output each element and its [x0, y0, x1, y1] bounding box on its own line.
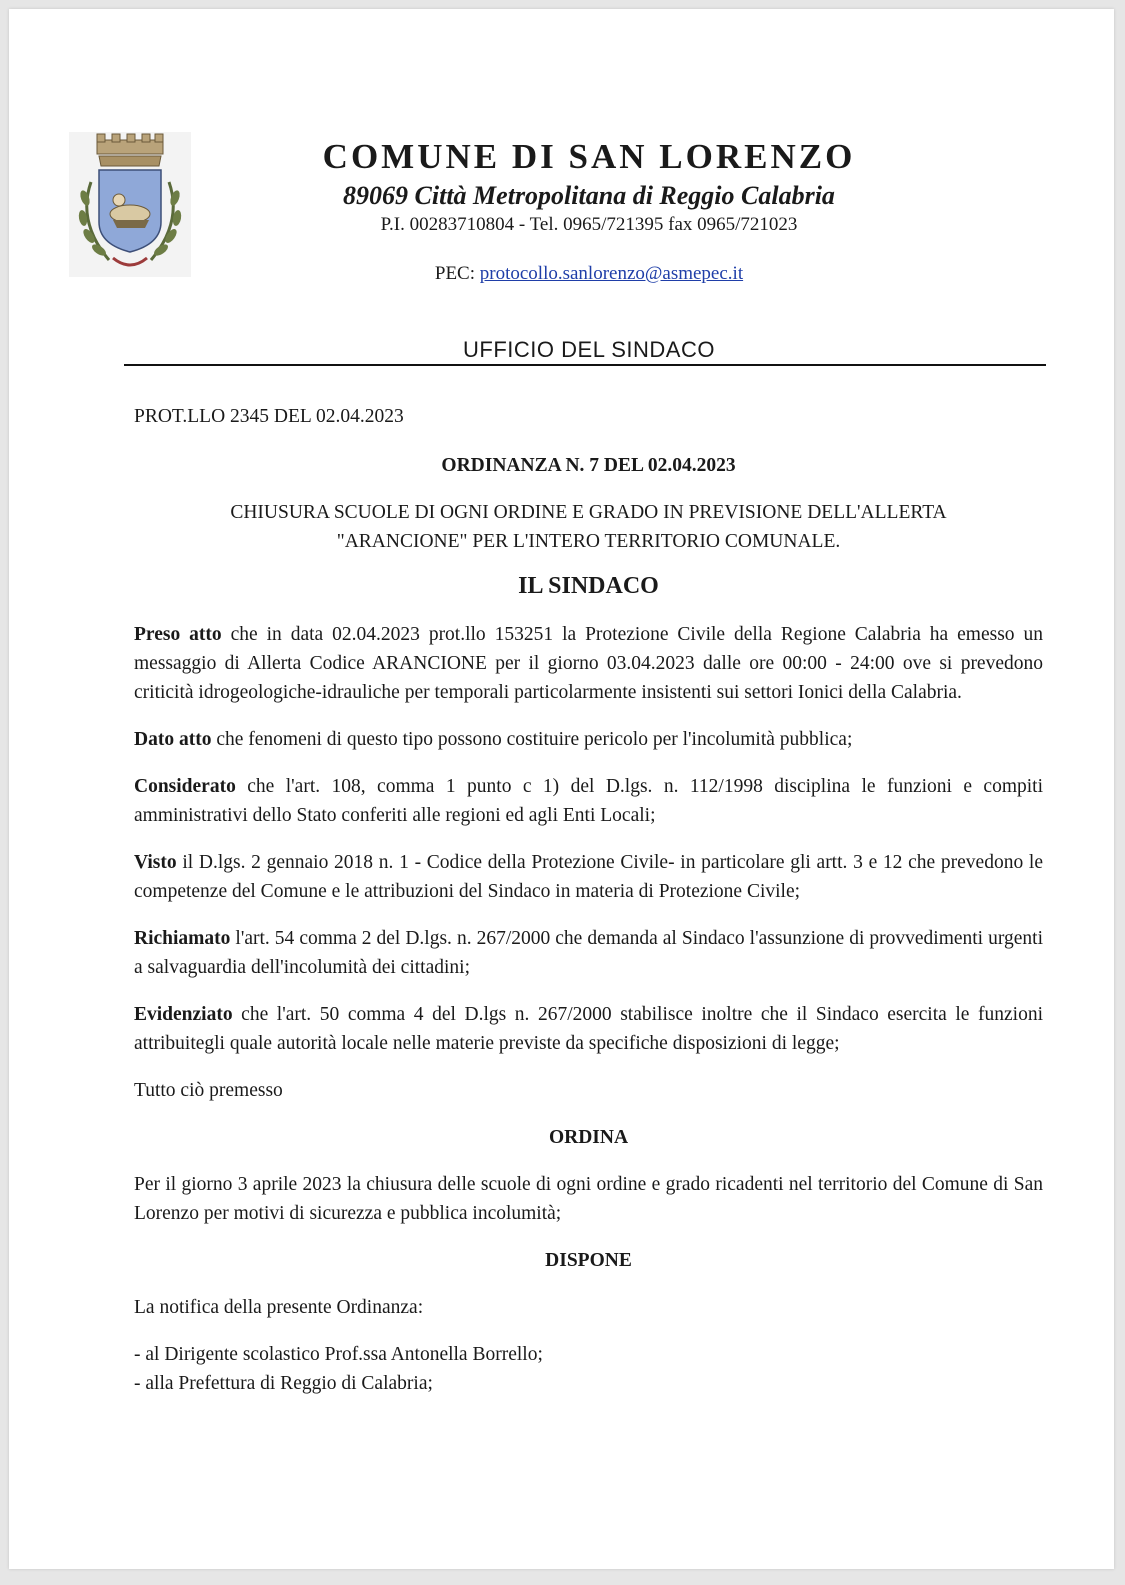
municipality-contacts: P.I. 00283710804 - Tel. 0965/721395 fax 0965/721023 [380, 214, 798, 235]
premise-paragraph [134, 772, 1043, 830]
pec-label: PEC: [434, 263, 480, 284]
whereas-line: Tutto ciò premesso [134, 1080, 283, 1101]
recipient-item: - alla Prefettura di Reggio di Calabria; [134, 1373, 433, 1394]
premise-lead: Dato atto [134, 729, 212, 750]
premise-lead: Considerato [134, 776, 236, 797]
ordinance-subject [134, 498, 1043, 556]
premise-paragraph [134, 725, 1043, 754]
premise-lead: Evidenziato [134, 1004, 233, 1025]
premise-text: che l'art. 50 comma 4 del D.lgs n. 267/2000 stabilisce inoltre che il Sindaco esercita le funzioni attribuitegli quale autorità locale nelle materie previste da specifiche disposizioni di legge; [134, 1004, 1043, 1054]
protocol-number: PROT.LLO 2345 DEL 02.04.2023 [134, 406, 404, 427]
orders-text: Per il giorno 3 aprile 2023 la chiusura delle scuole di ogni ordine e grado ricadenti nel territorio del Comune di San Lorenzo per motivi di sicurezza e pubblica incolumità; [134, 1174, 1043, 1224]
coat-of-arms-icon [69, 132, 191, 277]
premise-lead: Preso atto [134, 624, 222, 645]
premise-lead: Visto [134, 852, 177, 873]
municipality-subtitle: 89069 Città Metropolitana di Reggio Calabria [343, 181, 835, 210]
document-body [134, 402, 1043, 1398]
recipient-list [134, 1340, 1043, 1398]
premise-text: che in data 02.04.2023 prot.llo 153251 la Protezione Civile della Regione Calabria ha emesso un messaggio di Allerta Codice ARANCIONE per il giorno 03.04.2023 dalle ore 00:00 - 24:00 ove si prevedono criticità idrogeologiche-idrauliche per temporali particolarmente insistenti sui settori Ionici della Calabria. [134, 624, 1043, 703]
document-page [9, 9, 1114, 1569]
premise-paragraph [134, 1000, 1043, 1058]
premise-text: che fenomeni di questo tipo possono costituire pericolo per l'incolumità pubblica; [211, 729, 853, 750]
subject-line-2: "ARANCIONE" PER L'INTERO TERRITORIO COMUNALE. [336, 531, 841, 552]
disposes-heading: DISPONE [545, 1250, 632, 1271]
premise-lead: Richiamato [134, 928, 231, 949]
premise-paragraph [134, 620, 1043, 707]
ordinance-title: ORDINANZA N. 7 DEL 02.04.2023 [441, 455, 736, 476]
mayor-heading: IL SINDACO [518, 573, 659, 599]
premise-text: che l'art. 108, comma 1 punto c 1) del D.lgs. n. 112/1998 disciplina le funzioni e compiti amministrativi dello Stato conferiti alle regioni ed agli Enti Locali; [134, 776, 1043, 826]
orders-heading: ORDINA [548, 1127, 629, 1148]
header-divider [124, 364, 1046, 366]
premise-text: il D.lgs. 2 gennaio 2018 n. 1 - Codice della Protezione Civile- in particolare gli artt. 3 e 12 che prevedono le competenze del Comune e le attribuzioni del Sindaco in materia di Protezione Civile; [134, 852, 1043, 902]
premise-paragraph [134, 848, 1043, 906]
subject-line-1: CHIUSURA SCUOLE DI OGNI ORDINE E GRADO IN PREVISIONE DELL'ALLERTA [230, 502, 947, 523]
pec-email-link[interactable]: protocollo.sanlorenzo@asmepec.it [479, 263, 744, 284]
premise-paragraph [134, 924, 1043, 982]
premise-text: l'art. 54 comma 2 del D.lgs. n. 267/2000 che demanda al Sindaco l'assunzione di provvedimenti urgenti a salvaguardia dell'incolumità dei cittadini; [134, 928, 1043, 978]
recipient-item: - al Dirigente scolastico Prof.ssa Antonella Borrello; [134, 1344, 543, 1365]
notify-intro: La notifica della presente Ordinanza: [134, 1297, 424, 1318]
municipality-title: COMUNE DI SAN LORENZO [322, 137, 856, 176]
pec-line [204, 263, 974, 285]
office-heading: UFFICIO DEL SINDACO [463, 337, 715, 362]
